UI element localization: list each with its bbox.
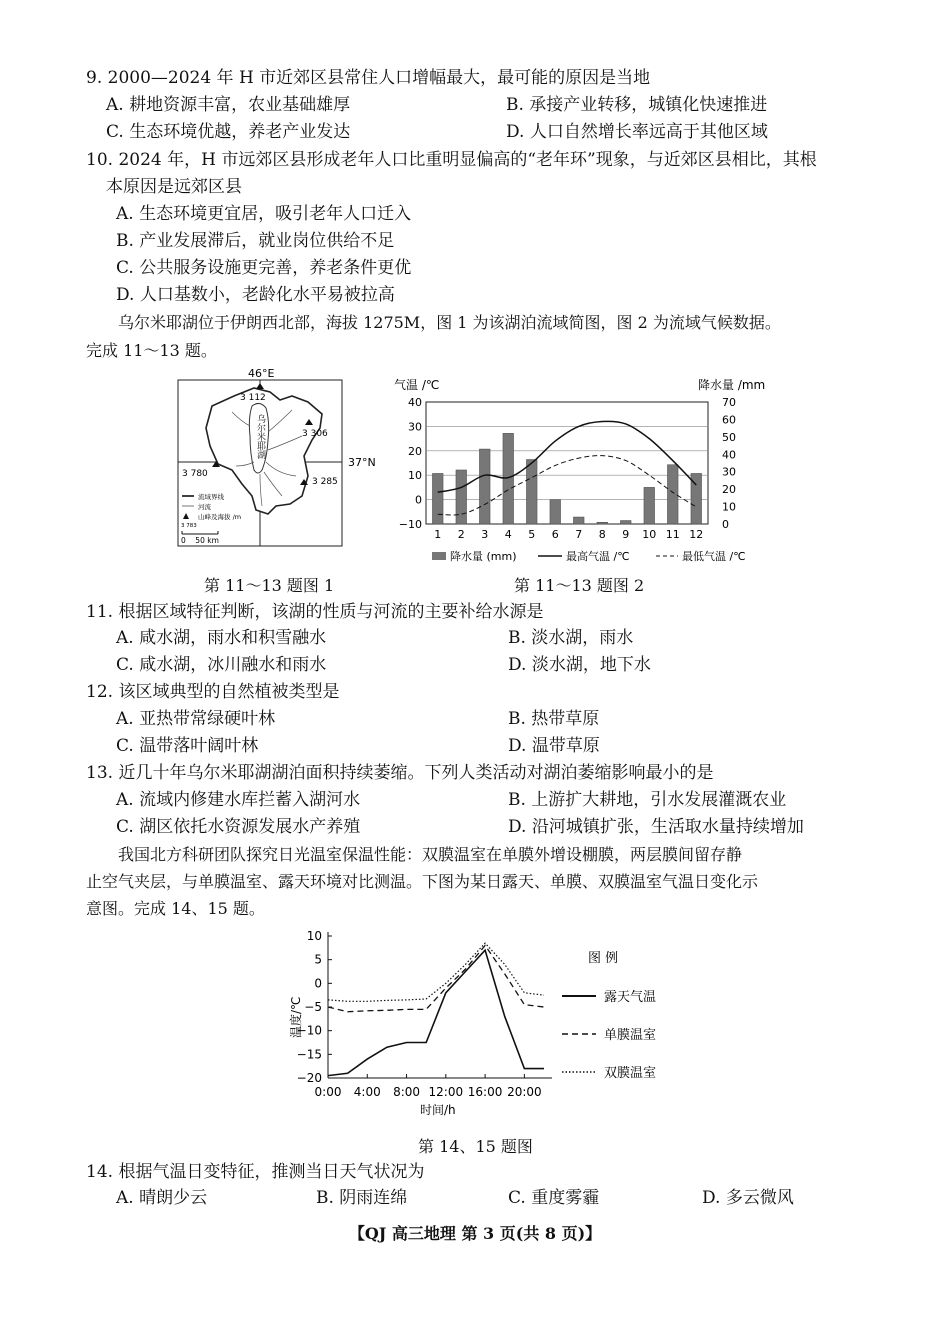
- map-legend-boundary: 流域界线: [198, 493, 224, 501]
- climate-month-tick: 1: [434, 528, 442, 541]
- min-temp-line: [438, 456, 697, 515]
- q11-option-a: A. 咸水湖，雨水和积雪融水: [116, 628, 327, 648]
- temp-legend-open: 露天气温: [604, 990, 657, 1005]
- map-peak-1: 3 112: [240, 393, 266, 403]
- temp-y-tick: −5: [304, 1000, 322, 1014]
- climate-month-tick: 11: [665, 528, 680, 541]
- map-lake-label: 乌尔米耶湖: [255, 414, 265, 459]
- climate-left-unit: 气温 /℃: [394, 378, 440, 392]
- temp-y-tick: −20: [296, 1071, 322, 1085]
- q12-stem: 12. 该区域典型的自然植被类型是: [86, 682, 340, 702]
- precip-bar: [526, 460, 537, 524]
- intro-11-13-line1: 乌尔米耶湖位于伊朗西北部，海拔 1275M，图 1 为该湖泊流域简图，图 2 为流域气候数据。: [118, 313, 781, 332]
- q13-option-c: C. 湖区依托水资源发展水产养殖: [116, 817, 361, 837]
- q11-option-d: D. 淡水湖，地下水: [508, 655, 651, 675]
- temp-y-tick: −10: [296, 1023, 322, 1038]
- precip-bar: [550, 500, 561, 524]
- q9-option-b: B. 承接产业转移，城镇化快速推进: [506, 95, 768, 115]
- q12-option-c: C. 温带落叶阔叶林: [116, 736, 259, 756]
- intro-14-15-line3: 意图。完成 14、15 题。: [86, 899, 265, 918]
- climate-left-tick: −10: [398, 518, 422, 531]
- climate-right-tick: 30: [722, 465, 736, 479]
- temp-x-tick: 8:00: [393, 1085, 421, 1099]
- q12-option-a: A. 亚热带常绿硬叶林: [116, 709, 276, 729]
- watershed-map: [172, 366, 392, 552]
- climate-right-tick: 60: [722, 413, 736, 427]
- temp-legend-double: 双膜温室: [604, 1066, 657, 1081]
- q14-stem: 14. 根据气温日变特征，推测当日天气状况为: [86, 1162, 425, 1182]
- q10-option-a: A. 生态环境更宜居，吸引老年人口迁入: [116, 204, 412, 224]
- climate-right-tick: 50: [722, 430, 736, 444]
- climate-left-tick: 20: [408, 444, 422, 458]
- climate-month-tick: 2: [457, 528, 465, 541]
- q14-option-c: C. 重度雾霾: [508, 1188, 600, 1208]
- q9-option-d: D. 人口自然增长率远高于其他区域: [506, 122, 768, 142]
- climate-left-tick: 0: [415, 493, 422, 507]
- q13-option-d: D. 沿河城镇扩张，生活取水量持续增加: [508, 817, 804, 837]
- q11-stem: 11. 根据区域特征判断，该湖的性质与河流的主要补给水源是: [86, 602, 544, 622]
- temp-y-tick: 10: [306, 929, 322, 943]
- open-air-line: [328, 950, 544, 1075]
- precip-bar: [667, 465, 678, 524]
- q10-option-c: C. 公共服务设施更完善，养老条件更优: [116, 258, 412, 278]
- climate-left-tick: 30: [408, 420, 422, 434]
- map-legend-river: 河流: [198, 503, 211, 511]
- q11-option-c: C. 咸水湖，冰川融水和雨水: [116, 655, 327, 675]
- q14-option-d: D. 多云微风: [702, 1188, 794, 1208]
- temp-legend-title: 图 例: [588, 951, 619, 966]
- climate-legend-min: 最低气温 /℃: [682, 550, 746, 563]
- q14-option-b: B. 阴雨连绵: [316, 1188, 408, 1208]
- map-scale: 0 50 km: [181, 536, 219, 545]
- map-legend-peak: 山峰及海拔 /m: [198, 513, 242, 521]
- temp-x-tick: 0:00: [314, 1085, 342, 1099]
- climate-right-unit: 降水量 /mm: [698, 378, 766, 392]
- precip-bar: [644, 487, 655, 524]
- precip-bar: [479, 449, 490, 524]
- intro-11-13-line2: 完成 11～13 题。: [86, 341, 217, 360]
- page-footer: 【QJ 高三地理 第 3 页(共 8 页)】: [348, 1224, 602, 1243]
- temp-figure-caption: 第 14、15 题图: [418, 1137, 533, 1156]
- map-lon-label: 46°E: [248, 367, 275, 380]
- climate-right-tick: 0: [722, 518, 729, 531]
- climate-month-tick: 12: [689, 528, 704, 541]
- double-film-line: [328, 943, 544, 1001]
- q12-option-b: B. 热带草原: [508, 709, 600, 729]
- map-peak-4: 3 285: [312, 477, 338, 487]
- temp-y-tick: −15: [296, 1047, 322, 1062]
- temp-chart: [282, 926, 702, 1122]
- climate-month-tick: 4: [504, 528, 512, 541]
- map-legend-peak-sample: 3 783: [181, 523, 197, 529]
- climate-left-tick: 40: [408, 396, 422, 409]
- q14-option-a: A. 晴朗少云: [116, 1188, 208, 1208]
- climate-month-tick: 3: [481, 528, 489, 541]
- q9-stem: 9. 2000—2024 年 H 市近郊区县常住人口增幅最大，最可能的原因是当地: [86, 68, 651, 88]
- q10-option-b: B. 产业发展滞后，就业岗位供给不足: [116, 231, 395, 251]
- climate-right-tick: 20: [722, 483, 736, 497]
- map-lat-label: 37°N: [348, 456, 376, 469]
- precip-bar: [432, 473, 443, 524]
- climate-month-tick: 5: [528, 528, 536, 541]
- q13-stem: 13. 近几十年乌尔米耶湖湖泊面积持续萎缩。下列人类活动对湖泊萎缩影响最小的是: [86, 763, 714, 783]
- map-peak-2: 3 306: [302, 429, 328, 439]
- climate-right-tick: 10: [722, 500, 736, 514]
- figure2-caption: 第 11～13 题图 2: [514, 576, 645, 595]
- precip-bar: [573, 517, 584, 524]
- q12-option-d: D. 温带草原: [508, 736, 600, 756]
- q11-option-b: B. 淡水湖，雨水: [508, 628, 634, 648]
- climate-right-tick: 70: [722, 396, 736, 409]
- precip-bar: [456, 470, 467, 524]
- temp-x-tick: 12:00: [428, 1085, 464, 1099]
- q13-option-b: B. 上游扩大耕地，引水发展灌溉农业: [508, 790, 787, 810]
- temp-x-tick: 20:00: [507, 1085, 542, 1099]
- q13-option-a: A. 流域内修建水库拦蓄入湖河水: [116, 790, 361, 810]
- intro-14-15-line1: 我国北方科研团队探究日光温室保温性能：双膜温室在单膜外增设棚膜，两层膜间留存静: [118, 845, 743, 864]
- climate-month-tick: 7: [575, 528, 583, 541]
- temp-xlabel: 时间/h: [420, 1103, 456, 1117]
- temp-x-tick: 4:00: [353, 1085, 381, 1099]
- climate-legend-bar: 降水量 (mm): [450, 550, 517, 563]
- intro-14-15-line2: 止空气夹层，与单膜温室、露天环境对比测温。下图为某日露天、单膜、双膜温室气温日变化示: [86, 872, 759, 891]
- temp-y-tick: 0: [314, 976, 322, 991]
- q9-option-a: A. 耕地资源丰富，农业基础雄厚: [106, 95, 351, 115]
- climate-month-tick: 6: [551, 528, 559, 541]
- precip-bar: [597, 522, 608, 524]
- temp-x-tick: 16:00: [467, 1085, 503, 1099]
- temp-y-tick: 5: [314, 952, 322, 967]
- climate-month-tick: 8: [598, 528, 606, 541]
- climate-left-tick: 10: [408, 469, 422, 483]
- climate-month-tick: 10: [642, 528, 657, 541]
- climate-legend-max: 最高气温 /℃: [566, 550, 630, 563]
- temp-ylabel: 温度/℃: [289, 996, 303, 1038]
- climate-chart: [388, 372, 780, 568]
- precip-bar: [620, 521, 631, 524]
- map-peak-3: 3 780: [182, 469, 208, 479]
- q10-option-d: D. 人口基数小，老龄化水平易被拉高: [116, 285, 395, 305]
- temp-legend-single: 单膜温室: [604, 1028, 657, 1043]
- climate-right-tick: 40: [722, 448, 736, 462]
- climate-month-tick: 9: [622, 528, 630, 541]
- q9-option-c: C. 生态环境优越，养老产业发达: [106, 122, 351, 142]
- figure1-caption: 第 11～13 题图 1: [204, 576, 335, 595]
- q10-stem-line1: 10. 2024 年，H 市远郊区县形成老年人口比重明显偏高的“老年环”现象，与近郊区县相比，其根: [86, 150, 817, 170]
- q10-stem-line2: 本原因是远郊区县: [106, 177, 242, 197]
